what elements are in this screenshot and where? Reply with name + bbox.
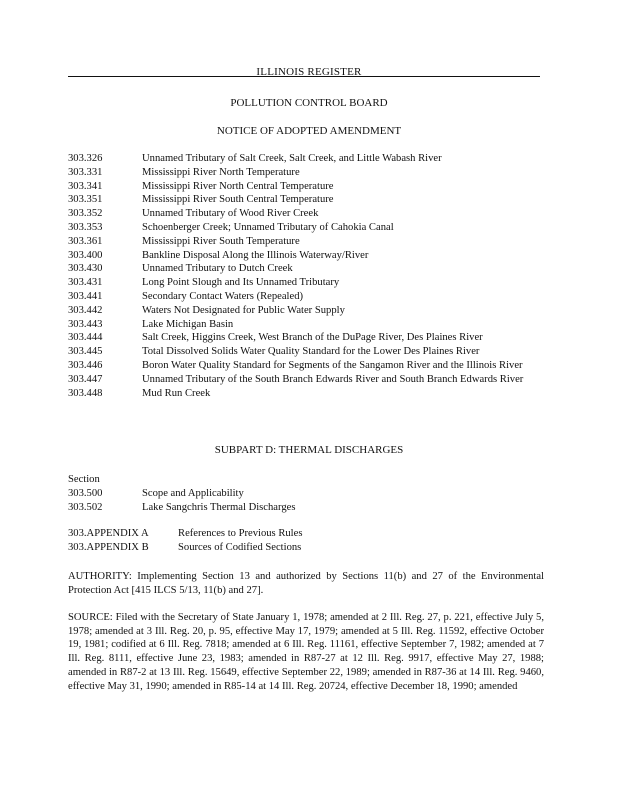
- section-row: [68, 331, 548, 345]
- section-title: Long Point Slough and Its Unnamed Tributary: [142, 277, 340, 289]
- notice-heading: NOTICE OF ADOPTED AMENDMENT: [216, 125, 402, 137]
- section-row: [68, 359, 548, 373]
- section-row: [68, 193, 548, 207]
- section-number: 303.443: [68, 318, 103, 330]
- section-title: Bankline Disposal Along the Illinois Waterway/River: [142, 249, 369, 261]
- section-number: 303.441: [68, 290, 103, 302]
- section-row: [68, 152, 548, 166]
- section-title: Unnamed Tributary of Wood River Creek: [142, 208, 319, 220]
- section-number: 303.442: [68, 304, 103, 316]
- agency-heading: POLLUTION CONTROL BOARD: [230, 97, 388, 109]
- section-title: Scope and Applicability: [142, 488, 244, 499]
- section-row: [68, 387, 548, 401]
- appendix-list: [68, 527, 302, 555]
- section-number: 303.430: [68, 263, 103, 275]
- section-title: Mississippi River South Central Temperature: [142, 194, 334, 206]
- section-title: Mississippi River South Temperature: [142, 235, 300, 247]
- section-title: Unnamed Tributary to Dutch Creek: [142, 263, 293, 275]
- section-number: 303.326: [68, 153, 103, 164]
- section-number: 303.352: [68, 208, 103, 220]
- section-number: 303.444: [68, 332, 103, 344]
- section-number: 303.APPENDIX A: [68, 528, 149, 539]
- section-number: 303.341: [68, 180, 103, 192]
- section-row: [68, 166, 548, 180]
- section-title: Unnamed Tributary of the South Branch Edwards River and South Branch Edwards River: [142, 373, 524, 385]
- section-row: [68, 304, 548, 318]
- section-row: [68, 276, 548, 290]
- section-row: [68, 235, 548, 249]
- section-row: [68, 221, 548, 235]
- section-list: [68, 152, 548, 400]
- section-row: [68, 487, 548, 501]
- section-title: Mississippi River North Central Temperature: [142, 180, 334, 192]
- section-title: References to Previous Rules: [178, 528, 303, 539]
- section-number: 303.331: [68, 166, 103, 178]
- section-row: [68, 373, 548, 387]
- section-number: 303.445: [68, 346, 103, 358]
- section-row: [68, 207, 548, 221]
- section-row: [68, 290, 548, 304]
- subpart-section-list: [68, 487, 548, 515]
- section-number: 303.502: [68, 501, 103, 513]
- section-title: Unnamed Tributary of Salt Creek, Salt Creek, and Little Wabash River: [142, 153, 442, 164]
- subpart-heading: SUBPART D: THERMAL DISCHARGES: [214, 444, 404, 456]
- header-rule: [68, 76, 540, 77]
- register-title: ILLINOIS REGISTER: [256, 66, 362, 78]
- section-number: 303.448: [68, 387, 103, 399]
- section-row: [68, 180, 548, 194]
- section-title: Mississippi River North Temperature: [142, 166, 300, 178]
- section-title: Lake Sangchris Thermal Discharges: [142, 501, 296, 513]
- section-number: 303.431: [68, 277, 103, 289]
- section-number: 303.353: [68, 221, 103, 233]
- section-number: 303.APPENDIX B: [68, 541, 149, 553]
- section-number: 303.447: [68, 373, 103, 385]
- section-title: Mud Run Creek: [142, 387, 211, 399]
- section-row: [68, 345, 548, 359]
- section-title: Waters Not Designated for Public Water Supply: [142, 304, 345, 316]
- section-row: [68, 501, 548, 515]
- section-title: Salt Creek, Higgins Creek, West Branch of the DuPage River, Des Plaines River: [142, 332, 483, 344]
- section-row: [68, 541, 302, 555]
- section-row: [68, 318, 548, 332]
- section-number: 303.361: [68, 235, 103, 247]
- section-title: Boron Water Quality Standard for Segments of the Sangamon River and the Illinois River: [142, 359, 523, 371]
- section-number: 303.351: [68, 194, 103, 206]
- section-title: Lake Michigan Basin: [142, 318, 234, 330]
- section-row: [68, 249, 548, 263]
- section-title: Secondary Contact Waters (Repealed): [142, 290, 304, 302]
- section-number: 303.400: [68, 249, 103, 261]
- section-number: 303.446: [68, 359, 103, 371]
- source-paragraph: SOURCE: Filed with the Secretary of State January 1, 1978; amended at 2 Ill. Reg. 27, p. 221, effective July 5, 1978; amended at 3 Ill. Reg. 20, p. 95, effective May 17, 1979; amended at 5 Ill. Reg. 11592, effective October 19, 1981; codified at 6 Ill. Reg. 7818; amended at 6 Ill. Reg. 11161, effective September 7, 1982; amended at 7 Ill. Reg. 8111, effective June 23, 1983; amended in R87-27 at 12 Ill. Reg. 9917, effective May 27, 1988; amended in R87-2 at 13 Ill. Reg. 15649, effective September 22, 1989; amended in R87-36 at 14 Ill. Reg. 9460, effective May 31, 1990; amended in R85-14 at 14 Ill. Reg. 20724, effective December 18, 1990; amended: [68, 612, 544, 692]
- authority-paragraph: AUTHORITY: Implementing Section 13 and authorized by Sections 11(b) and 27 of the Environmental Protection Act [415 ILCS 5/13, 11(b) and 27].: [68, 571, 544, 596]
- section-title: Sources of Codified Sections: [178, 541, 302, 553]
- section-number: 303.500: [68, 488, 103, 499]
- section-row: [68, 527, 302, 541]
- section-label: Section: [68, 474, 100, 485]
- section-title: Total Dissolved Solids Water Quality Standard for the Lower Des Plaines River: [142, 346, 480, 358]
- section-row: [68, 262, 548, 276]
- section-title: Schoenberger Creek; Unnamed Tributary of Cahokia Canal: [142, 221, 394, 233]
